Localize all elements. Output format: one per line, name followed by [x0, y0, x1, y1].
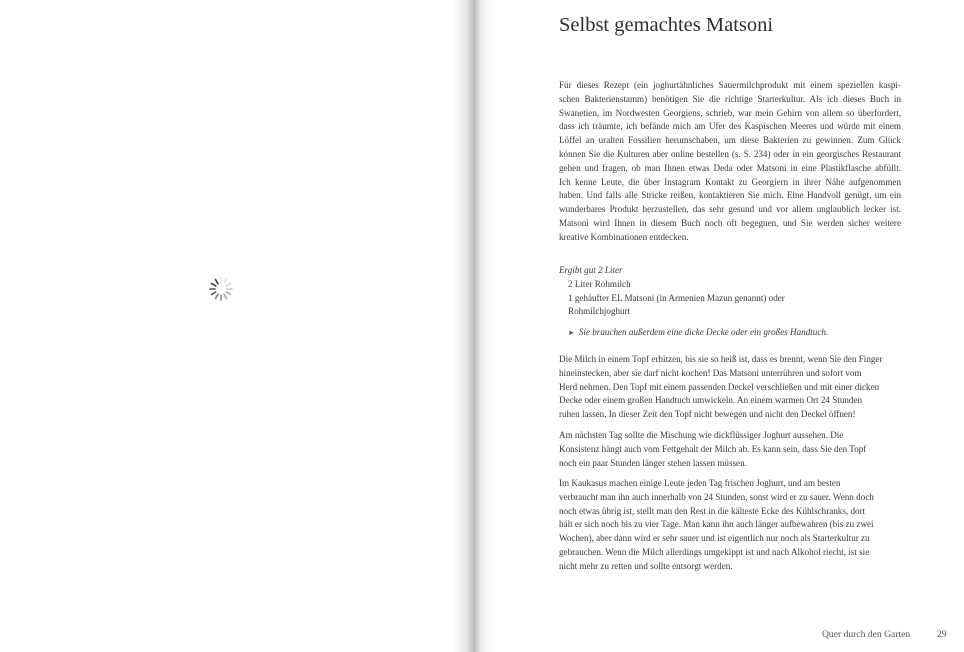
- recipe-yield: Ergibt gut 2 Liter: [559, 265, 623, 275]
- running-footer-chapter: Quer durch den Garten: [822, 629, 911, 640]
- text-line: noch etwas übrig ist, stellt man den Rest in die kälteste Ecke des Kühlschranks, dort: [559, 505, 866, 516]
- recipe-ingredients: [559, 264, 901, 319]
- text-line: wunderbares Produkt herzustellen, das sehr gesund und vor allem unglaublich lecker ist.: [559, 204, 901, 215]
- arrow-right-icon: ➤: [568, 329, 574, 337]
- ingredient-item: 2 Liter Rohmilch: [568, 278, 631, 289]
- text-line: schen Bakterienstamm) benötigen Sie die richtige Starterkultur. Als ich dieses Buch in: [559, 93, 901, 104]
- text-line: können Sie die Kulturen aber online bestellen (s. S. 234) oder in ein georgisches Restaurant: [559, 148, 901, 159]
- text-line: Löffel an uralten Fossilien herumschaben, um diese Bakterien zu gewinnen. Zum Glück: [559, 135, 901, 146]
- text-line: kreative Kombinationen entdecken.: [559, 231, 689, 242]
- intro-paragraph: [559, 79, 901, 245]
- text-line: haben. Und falls alle Stricke reißen, kontaktieren Sie mich. Eine Handvoll genügt, um ein: [559, 190, 901, 201]
- text-line: hält er sich noch bis zu vier Tage. Man kann ihn auch länger aufbewahren (bis zu zwei: [559, 519, 874, 530]
- page-title: Selbst gemachtes Matsoni: [559, 14, 774, 36]
- text-line: hineinstecken, aber sie darf nicht kochen! Das Matsoni unterrühren und sofort vom: [559, 367, 862, 378]
- text-line: gebrauchen. Wenn die Milch allerdings umgekippt ist und nach Alkohol riecht, ist sie: [559, 546, 870, 557]
- loading-spinner-icon: [208, 276, 234, 302]
- text-line: Swanetien, im Nordwesten Georgiens, schrieb, war mein Gehirn von allem so überfordert,: [559, 107, 901, 118]
- ingredient-item: Rohmilchjoghurt: [568, 306, 631, 317]
- step-paragraph-3: [559, 477, 901, 574]
- ingredient-item: 1 gehäufter EL Matsoni (in Armenien Mazun genannt) oder: [568, 292, 785, 303]
- left-page: [0, 0, 470, 652]
- text-line: verbraucht man ihn auch innerhalb von 24 Stunden, sonst wird er zu sauer. Wenn doch: [559, 491, 874, 502]
- text-line: Ich kenne Leute, die über Instagram Kontakt zu Georgiern in ihrer Nähe aufgenommen: [559, 176, 901, 187]
- text-line: Decke oder einem großen Handtuch umwickeln. An einem warmen Ort 24 Stunden: [559, 395, 863, 406]
- text-line: Matsoni wird Ihnen in diesem Buch noch oft begegnen, und Sie werden sicher weitere: [559, 217, 901, 228]
- step-paragraph-2: [559, 429, 901, 470]
- text-line: Konsistenz hängt auch vom Fettgehalt der Milch ab. Es kann sein, dass Sie den Topf: [559, 443, 867, 454]
- text-line: Wochen), aber dann wird er sehr sauer und ist eigentlich nur noch als Starterkultur zu: [559, 533, 870, 544]
- text-line: Herd nehmen. Den Topf mit einem passenden Deckel verschließen und mit einer dicken: [559, 381, 880, 392]
- text-line: Die Milch in einem Topf erhitzen, bis sie so heiß ist, dass es brennt, wenn Sie den Finger: [559, 354, 883, 364]
- text-line: ruhen lassen. In dieser Zeit den Topf nicht bewegen und nicht den Deckel öffnen!: [559, 409, 856, 420]
- text-line: Am nächsten Tag sollte die Mischung wie dickflüssiger Joghurt aussehen. Die: [559, 430, 844, 440]
- text-line: gehen und fragen, ob man Ihnen etwas Deda oder Matsoni in eine Plastikflasche abfüllt.: [559, 162, 901, 173]
- right-page: [480, 0, 964, 652]
- step-paragraph-1: [559, 353, 901, 422]
- recipe-note: [559, 326, 901, 341]
- text-line: nicht mehr zu retten und sollte entsorgt werden.: [559, 560, 733, 571]
- text-line: Für dieses Rezept (ein joghurtähnliches Sauermilchprodukt mit einem speziellen kaspi-: [559, 80, 901, 90]
- recipe-note-text: Sie brauchen außerdem eine dicke Decke oder ein großes Handtuch.: [578, 327, 829, 337]
- text-line: noch ein paar Stunden länger stehen lassen müssen.: [559, 457, 747, 468]
- page-number: 29: [937, 629, 947, 640]
- text-line: Im Kaukasus machen einige Leute jeden Tag frischen Joghurt, und am besten: [559, 478, 841, 488]
- text-line: dass ich träumte, ich befände mich am Ufer des Kaspischen Meeres und würde mit einem: [559, 121, 901, 132]
